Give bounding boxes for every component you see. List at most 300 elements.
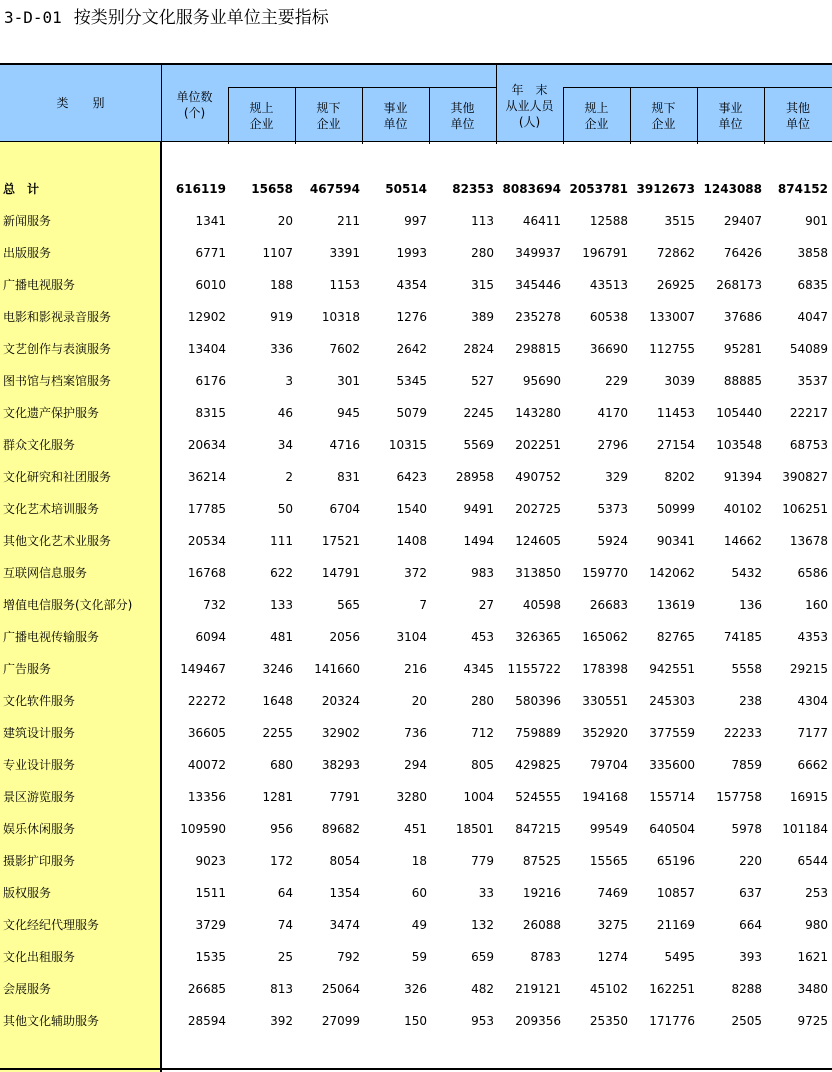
cell-value: 372 xyxy=(404,566,427,580)
divider xyxy=(563,87,832,88)
cell-value: 19216 xyxy=(522,886,561,900)
divider xyxy=(228,87,229,144)
table-row xyxy=(0,499,832,519)
cell-value: 22217 xyxy=(789,406,828,420)
cell-value: 393 xyxy=(739,950,762,964)
category-label: 文化艺术培训服务 xyxy=(3,502,100,516)
cell-value: 874152 xyxy=(777,182,828,196)
cell-value: 482 xyxy=(471,982,494,996)
cell-value: 211 xyxy=(337,214,360,228)
cell-value: 14791 xyxy=(321,566,360,580)
category-label: 文化经纪代理服务 xyxy=(3,918,100,932)
cell-value: 7469 xyxy=(597,886,628,900)
cell-value: 326365 xyxy=(515,630,561,644)
category-label: 其他文化艺术业服务 xyxy=(3,534,112,548)
cell-value: 1243088 xyxy=(703,182,762,196)
cell-value: 95281 xyxy=(723,342,762,356)
cell-value: 6176 xyxy=(195,374,226,388)
category-label: 文化研究和社团服务 xyxy=(3,470,112,484)
cell-value: 1540 xyxy=(396,502,427,516)
cell-value: 1494 xyxy=(463,534,494,548)
cell-value: 188 xyxy=(270,278,293,292)
cell-value: 8288 xyxy=(731,982,762,996)
cell-value: 36605 xyxy=(187,726,226,740)
cell-value: 149467 xyxy=(180,662,226,676)
cell-value: 1408 xyxy=(396,534,427,548)
cell-value: 1155722 xyxy=(507,662,561,676)
category-label: 广告服务 xyxy=(3,662,52,676)
cell-value: 2642 xyxy=(396,342,427,356)
cell-value: 377559 xyxy=(649,726,695,740)
divider xyxy=(630,87,631,144)
cell-value: 4047 xyxy=(797,310,828,324)
table-row xyxy=(0,211,832,231)
table-row xyxy=(0,243,832,263)
cell-value: 25 xyxy=(277,950,293,964)
cell-value: 20 xyxy=(411,694,427,708)
cell-value: 336 xyxy=(270,342,293,356)
cell-value: 8315 xyxy=(195,406,226,420)
header-units-other: 其他 单位 xyxy=(450,101,475,131)
cell-value: 3858 xyxy=(797,246,828,260)
cell-value: 124605 xyxy=(515,534,561,548)
cell-value: 1274 xyxy=(597,950,628,964)
cell-value: 779 xyxy=(471,854,494,868)
cell-value: 32902 xyxy=(321,726,360,740)
cell-value: 5558 xyxy=(731,662,762,676)
cell-value: 88885 xyxy=(723,374,762,388)
cell-value: 109590 xyxy=(180,822,226,836)
cell-value: 76426 xyxy=(723,246,762,260)
cell-value: 616119 xyxy=(175,182,226,196)
cell-value: 150 xyxy=(404,1014,427,1028)
cell-value: 112755 xyxy=(649,342,695,356)
cell-value: 25350 xyxy=(589,1014,628,1028)
table-row xyxy=(0,979,832,999)
cell-value: 736 xyxy=(404,726,427,740)
table-row xyxy=(0,723,832,743)
cell-value: 6544 xyxy=(797,854,828,868)
cell-value: 90341 xyxy=(656,534,695,548)
cell-value: 712 xyxy=(471,726,494,740)
cell-value: 113 xyxy=(471,214,494,228)
cell-value: 34 xyxy=(277,438,293,452)
cell-value: 16915 xyxy=(789,790,828,804)
cell-value: 60 xyxy=(411,886,427,900)
cell-value: 13356 xyxy=(187,790,226,804)
cell-value: 5495 xyxy=(664,950,695,964)
header-units-total: 单位数 (个) xyxy=(176,90,213,120)
cell-value: 6662 xyxy=(797,758,828,772)
cell-value: 21169 xyxy=(656,918,695,932)
cell-value: 79704 xyxy=(589,758,628,772)
cell-value: 219121 xyxy=(515,982,561,996)
cell-value: 5924 xyxy=(597,534,628,548)
header-units-public: 事业 单位 xyxy=(383,101,408,131)
cell-value: 28958 xyxy=(455,470,494,484)
cell-value: 17785 xyxy=(187,502,226,516)
cell-value: 20 xyxy=(277,214,293,228)
cell-value: 659 xyxy=(471,950,494,964)
cell-value: 13678 xyxy=(789,534,828,548)
cell-value: 12588 xyxy=(589,214,628,228)
cell-value: 6586 xyxy=(797,566,828,580)
cell-value: 451 xyxy=(404,822,427,836)
cell-value: 65196 xyxy=(656,854,695,868)
category-label: 专业设计服务 xyxy=(3,758,76,772)
table-row xyxy=(0,915,832,935)
cell-value: 13404 xyxy=(187,342,226,356)
cell-value: 91394 xyxy=(723,470,762,484)
cell-value: 6094 xyxy=(195,630,226,644)
header-category: 类 别 xyxy=(56,96,105,110)
table-row xyxy=(0,851,832,871)
cell-value: 945 xyxy=(337,406,360,420)
cell-value: 6771 xyxy=(195,246,226,260)
cell-value: 3275 xyxy=(597,918,628,932)
cell-value: 50514 xyxy=(385,182,427,196)
cell-value: 50 xyxy=(277,502,293,516)
cell-value: 8202 xyxy=(664,470,695,484)
cell-value: 680 xyxy=(270,758,293,772)
divider xyxy=(429,87,430,144)
cell-value: 18501 xyxy=(455,822,494,836)
cell-value: 3 xyxy=(285,374,293,388)
cell-value: 209356 xyxy=(515,1014,561,1028)
cell-value: 33 xyxy=(478,886,494,900)
category-label: 广播电视服务 xyxy=(3,278,76,292)
cell-value: 622 xyxy=(270,566,293,580)
category-label: 总 计 xyxy=(3,182,40,196)
cell-value: 72862 xyxy=(656,246,695,260)
category-label: 版权服务 xyxy=(3,886,52,900)
cell-value: 349937 xyxy=(515,246,561,260)
cell-value: 1153 xyxy=(329,278,360,292)
cell-value: 27099 xyxy=(321,1014,360,1028)
cell-value: 106251 xyxy=(782,502,828,516)
cell-value: 9491 xyxy=(463,502,494,516)
cell-value: 103548 xyxy=(716,438,762,452)
cell-value: 229 xyxy=(605,374,628,388)
cell-value: 352920 xyxy=(582,726,628,740)
table-row xyxy=(0,531,832,551)
cell-value: 997 xyxy=(404,214,427,228)
cell-value: 1004 xyxy=(463,790,494,804)
category-label: 图书馆与档案馆服务 xyxy=(3,374,112,388)
cell-value: 22272 xyxy=(187,694,226,708)
cell-value: 46 xyxy=(277,406,293,420)
cell-value: 29407 xyxy=(723,214,762,228)
header-emp-above: 规上 企业 xyxy=(584,101,609,131)
cell-value: 640504 xyxy=(649,822,695,836)
cell-value: 143280 xyxy=(515,406,561,420)
cell-value: 8054 xyxy=(329,854,360,868)
cell-value: 7 xyxy=(419,598,427,612)
cell-value: 3912673 xyxy=(636,182,695,196)
page-title xyxy=(4,6,329,30)
cell-value: 238 xyxy=(739,694,762,708)
cell-value: 216 xyxy=(404,662,427,676)
cell-value: 490752 xyxy=(515,470,561,484)
cell-value: 46411 xyxy=(522,214,561,228)
table-row xyxy=(0,563,832,583)
cell-value: 196791 xyxy=(582,246,628,260)
cell-value: 11453 xyxy=(656,406,695,420)
cell-value: 294 xyxy=(404,758,427,772)
cell-value: 25064 xyxy=(321,982,360,996)
table-row xyxy=(0,595,832,615)
category-label: 摄影扩印服务 xyxy=(3,854,76,868)
cell-value: 759889 xyxy=(515,726,561,740)
cell-value: 3729 xyxy=(195,918,226,932)
cell-value: 280 xyxy=(471,246,494,260)
category-label: 文艺创作与表演服务 xyxy=(3,342,112,356)
cell-value: 12902 xyxy=(187,310,226,324)
cell-value: 3391 xyxy=(329,246,360,260)
cell-value: 160 xyxy=(805,598,828,612)
cell-value: 13619 xyxy=(656,598,695,612)
table-header xyxy=(0,63,832,142)
cell-value: 59 xyxy=(411,950,427,964)
table-row xyxy=(0,691,832,711)
header-units-below: 规下 企业 xyxy=(316,101,341,131)
cell-value: 4170 xyxy=(597,406,628,420)
table-code: 3-D-01 xyxy=(4,8,62,27)
cell-value: 20324 xyxy=(321,694,360,708)
header-emp-other: 其他 单位 xyxy=(785,101,810,131)
cell-value: 390827 xyxy=(782,470,828,484)
cell-value: 87525 xyxy=(522,854,561,868)
cell-value: 5569 xyxy=(463,438,494,452)
cell-value: 1648 xyxy=(262,694,293,708)
cell-value: 983 xyxy=(471,566,494,580)
cell-value: 5978 xyxy=(731,822,762,836)
table-bottom-border xyxy=(0,1068,832,1070)
cell-value: 14662 xyxy=(723,534,762,548)
cell-value: 111 xyxy=(270,534,293,548)
cell-value: 6704 xyxy=(329,502,360,516)
category-label: 其他文化辅助服务 xyxy=(3,1014,100,1028)
category-label: 互联网信息服务 xyxy=(3,566,88,580)
cell-value: 481 xyxy=(270,630,293,644)
cell-value: 792 xyxy=(337,950,360,964)
header-units-above: 规上 企业 xyxy=(249,101,274,131)
cell-value: 133 xyxy=(270,598,293,612)
cell-value: 26088 xyxy=(522,918,561,932)
cell-value: 1993 xyxy=(396,246,427,260)
divider xyxy=(295,87,296,144)
cell-value: 9725 xyxy=(797,1014,828,1028)
cell-value: 8783 xyxy=(530,950,561,964)
cell-value: 9023 xyxy=(195,854,226,868)
category-label: 文化软件服务 xyxy=(3,694,76,708)
cell-value: 2245 xyxy=(463,406,494,420)
cell-value: 2824 xyxy=(463,342,494,356)
divider xyxy=(362,87,363,144)
cell-value: 4716 xyxy=(329,438,360,452)
cell-value: 7177 xyxy=(797,726,828,740)
cell-value: 60538 xyxy=(589,310,628,324)
cell-value: 5345 xyxy=(396,374,427,388)
cell-value: 141660 xyxy=(314,662,360,676)
category-label: 电影和影视录音服务 xyxy=(3,310,112,324)
cell-value: 1341 xyxy=(195,214,226,228)
cell-value: 105440 xyxy=(716,406,762,420)
cell-value: 29215 xyxy=(789,662,828,676)
cell-value: 3104 xyxy=(396,630,427,644)
cell-value: 26685 xyxy=(187,982,226,996)
cell-value: 20534 xyxy=(187,534,226,548)
divider xyxy=(764,87,765,144)
cell-value: 165062 xyxy=(582,630,628,644)
cell-value: 664 xyxy=(739,918,762,932)
table-row xyxy=(0,435,832,455)
cell-value: 3474 xyxy=(329,918,360,932)
cell-value: 142062 xyxy=(649,566,695,580)
cell-value: 82765 xyxy=(656,630,695,644)
table-row xyxy=(0,755,832,775)
category-label: 景区游览服务 xyxy=(3,790,76,804)
cell-value: 10315 xyxy=(388,438,427,452)
table-title: 按类别分文化服务业单位主要指标 xyxy=(73,8,329,28)
cell-value: 565 xyxy=(337,598,360,612)
cell-value: 2796 xyxy=(597,438,628,452)
cell-value: 315 xyxy=(471,278,494,292)
cell-value: 280 xyxy=(471,694,494,708)
cell-value: 3515 xyxy=(664,214,695,228)
cell-value: 38293 xyxy=(321,758,360,772)
cell-value: 253 xyxy=(805,886,828,900)
cell-value: 40598 xyxy=(522,598,561,612)
table-row xyxy=(0,307,832,327)
cell-value: 155714 xyxy=(649,790,695,804)
cell-value: 429825 xyxy=(515,758,561,772)
cell-value: 89682 xyxy=(321,822,360,836)
cell-value: 3280 xyxy=(396,790,427,804)
cell-value: 3480 xyxy=(797,982,828,996)
category-label: 建筑设计服务 xyxy=(3,726,76,740)
cell-value: 2 xyxy=(285,470,293,484)
category-label: 群众文化服务 xyxy=(3,438,76,452)
cell-value: 301 xyxy=(337,374,360,388)
cell-value: 1107 xyxy=(262,246,293,260)
cell-value: 345446 xyxy=(515,278,561,292)
data-table xyxy=(0,63,832,1072)
cell-value: 3246 xyxy=(262,662,293,676)
cell-value: 467594 xyxy=(309,182,360,196)
cell-value: 3039 xyxy=(664,374,695,388)
cell-value: 27 xyxy=(478,598,494,612)
cell-value: 980 xyxy=(805,918,828,932)
table-row xyxy=(0,883,832,903)
cell-value: 10857 xyxy=(656,886,695,900)
cell-value: 68753 xyxy=(789,438,828,452)
cell-value: 637 xyxy=(739,886,762,900)
cell-value: 3537 xyxy=(797,374,828,388)
cell-value: 953 xyxy=(471,1014,494,1028)
cell-value: 2255 xyxy=(262,726,293,740)
cell-value: 6010 xyxy=(195,278,226,292)
cell-value: 330551 xyxy=(582,694,628,708)
table-row xyxy=(0,947,832,967)
cell-value: 1511 xyxy=(195,886,226,900)
cell-value: 6423 xyxy=(396,470,427,484)
category-label: 文化出租服务 xyxy=(3,950,76,964)
cell-value: 2505 xyxy=(731,1014,762,1028)
table-row xyxy=(0,339,832,359)
table-row xyxy=(0,403,832,423)
cell-value: 37686 xyxy=(723,310,762,324)
cell-value: 4304 xyxy=(797,694,828,708)
category-label: 出版服务 xyxy=(3,246,52,260)
cell-value: 15565 xyxy=(589,854,628,868)
header-emp-public: 事业 单位 xyxy=(718,101,743,131)
cell-value: 5079 xyxy=(396,406,427,420)
cell-value: 220 xyxy=(739,854,762,868)
cell-value: 326 xyxy=(404,982,427,996)
category-label: 增值电信服务(文化部分) xyxy=(3,598,133,612)
cell-value: 919 xyxy=(270,310,293,324)
divider xyxy=(697,87,698,144)
divider xyxy=(563,87,564,144)
cell-value: 5373 xyxy=(597,502,628,516)
header-emp-total: 年 末 从业人员 (人) xyxy=(505,83,554,129)
cell-value: 392 xyxy=(270,1014,293,1028)
cell-value: 329 xyxy=(605,470,628,484)
cell-value: 36690 xyxy=(589,342,628,356)
cell-value: 831 xyxy=(337,470,360,484)
cell-value: 26925 xyxy=(656,278,695,292)
cell-value: 4353 xyxy=(797,630,828,644)
cell-value: 805 xyxy=(471,758,494,772)
cell-value: 580396 xyxy=(515,694,561,708)
cell-value: 1535 xyxy=(195,950,226,964)
cell-value: 36214 xyxy=(187,470,226,484)
cell-value: 7859 xyxy=(731,758,762,772)
cell-value: 26683 xyxy=(589,598,628,612)
cell-value: 74 xyxy=(277,918,293,932)
cell-value: 49 xyxy=(411,918,427,932)
cell-value: 74185 xyxy=(723,630,762,644)
cell-value: 335600 xyxy=(649,758,695,772)
cell-value: 136 xyxy=(739,598,762,612)
cell-value: 1354 xyxy=(329,886,360,900)
cell-value: 453 xyxy=(471,630,494,644)
cell-value: 298815 xyxy=(515,342,561,356)
cell-value: 7791 xyxy=(329,790,360,804)
cell-value: 813 xyxy=(270,982,293,996)
table-row xyxy=(0,787,832,807)
cell-value: 527 xyxy=(471,374,494,388)
cell-value: 268173 xyxy=(716,278,762,292)
cell-value: 45102 xyxy=(589,982,628,996)
cell-value: 235278 xyxy=(515,310,561,324)
divider xyxy=(161,65,162,144)
cell-value: 64 xyxy=(277,886,293,900)
category-label: 文化遗产保护服务 xyxy=(3,406,100,420)
category-label: 广播电视传输服务 xyxy=(3,630,100,644)
table-row xyxy=(0,819,832,839)
category-label: 新闻服务 xyxy=(3,214,52,228)
cell-value: 95690 xyxy=(522,374,561,388)
cell-value: 1276 xyxy=(396,310,427,324)
cell-value: 17521 xyxy=(321,534,360,548)
cell-value: 178398 xyxy=(582,662,628,676)
cell-value: 7602 xyxy=(329,342,360,356)
cell-value: 28594 xyxy=(187,1014,226,1028)
cell-value: 43513 xyxy=(589,278,628,292)
cell-value: 15658 xyxy=(251,182,293,196)
